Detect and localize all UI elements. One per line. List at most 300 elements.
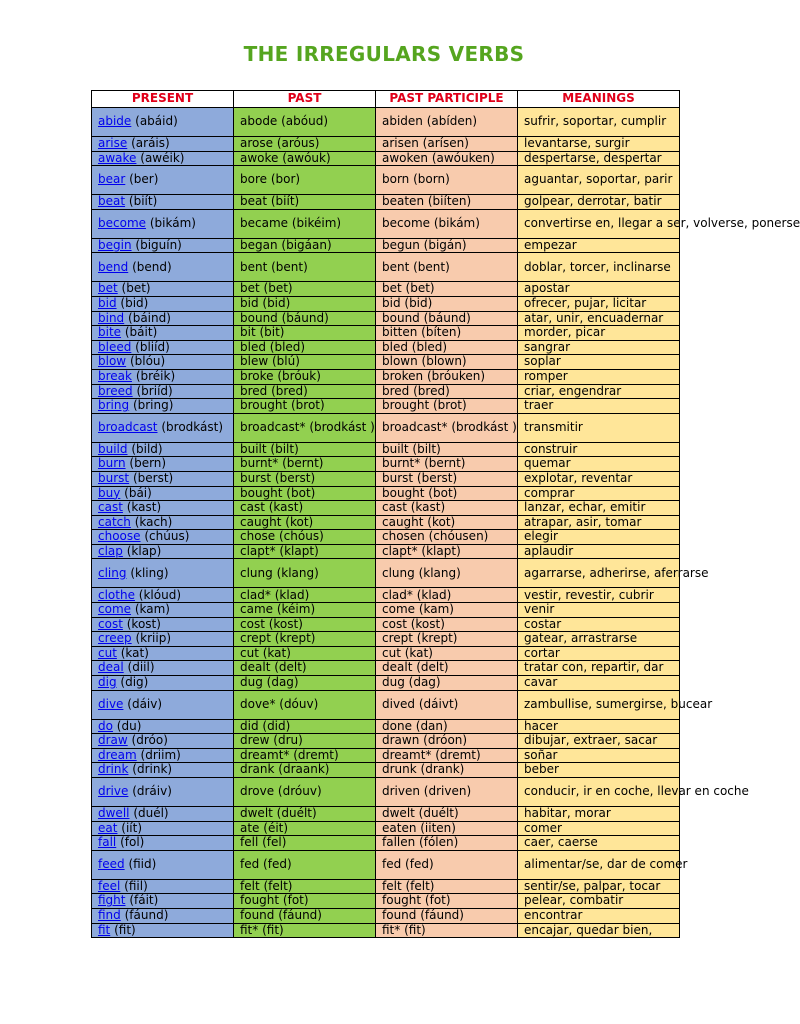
past-participle-cell: cut (kat) xyxy=(376,646,518,661)
meaning-cell: habitar, morar xyxy=(518,807,680,822)
pronunciation: (bikám) xyxy=(149,216,196,231)
past-cell: bore (bor) xyxy=(234,166,376,195)
pronunciation: (klóud) xyxy=(138,587,182,602)
past-participle-cell: eaten (iiten) xyxy=(376,821,518,836)
meaning-cell: encajar, quedar bien, xyxy=(518,923,680,938)
table-row xyxy=(92,588,680,603)
meaning-cell: gatear, arrastrarse xyxy=(518,632,680,647)
past-cell: abode (abóud) xyxy=(234,108,376,137)
pronunciation: (berst) xyxy=(132,470,174,485)
past-participle-cell: caught (kot) xyxy=(376,515,518,530)
past-cell: broke (bróuk) xyxy=(234,369,376,384)
past-participle-cell: broadcast* (brodkást ) xyxy=(376,413,518,442)
verb-link[interactable]: feel xyxy=(98,878,121,893)
meaning-cell: sufrir, soportar, cumplir xyxy=(518,108,680,137)
meaning-cell: criar, engendrar xyxy=(518,384,680,399)
table-row xyxy=(92,384,680,399)
table-row xyxy=(92,296,680,311)
past-cell: clapt* (klapt) xyxy=(234,544,376,559)
past-cell: drove (dróuv) xyxy=(234,778,376,807)
meaning-cell: caer, caerse xyxy=(518,836,680,851)
pronunciation: (kat) xyxy=(120,645,149,660)
present-cell xyxy=(92,515,234,530)
table-row xyxy=(92,690,680,719)
verb-link[interactable]: dream xyxy=(98,747,137,762)
past-participle-cell: arisen (arísen) xyxy=(376,137,518,152)
pronunciation: (iít) xyxy=(121,820,143,835)
pronunciation: (duél) xyxy=(133,806,169,821)
pronunciation: (bái) xyxy=(124,485,152,500)
meaning-cell: quemar xyxy=(518,457,680,472)
past-participle-cell: awoken (awóuken) xyxy=(376,151,518,166)
meaning-cell: comer xyxy=(518,821,680,836)
pronunciation: (brodkást) xyxy=(161,419,224,434)
past-participle-cell: bred (bred) xyxy=(376,384,518,399)
verb-link[interactable]: beat xyxy=(98,194,126,209)
pronunciation: (diil) xyxy=(127,660,155,675)
pronunciation: (du) xyxy=(116,718,142,733)
table-row xyxy=(92,195,680,210)
past-cell: caught (kot) xyxy=(234,515,376,530)
present-cell xyxy=(92,544,234,559)
verb-link[interactable]: abide xyxy=(98,114,132,129)
verbs-table xyxy=(91,90,800,938)
meaning-cell: explotar, reventar xyxy=(518,471,680,486)
past-participle-cell: dwelt (duélt) xyxy=(376,807,518,822)
verb-link[interactable]: come xyxy=(98,602,132,617)
pronunciation: (bild) xyxy=(131,441,163,456)
table-row xyxy=(92,399,680,414)
present-cell xyxy=(92,486,234,501)
present-cell xyxy=(92,632,234,647)
table-row xyxy=(92,734,680,749)
meaning-cell: transmitir xyxy=(518,413,680,442)
meaning-cell: atrapar, asir, tomar xyxy=(518,515,680,530)
past-cell: awoke (awóuk) xyxy=(234,151,376,166)
present-cell xyxy=(92,559,234,588)
meaning-cell: aguantar, soportar, parir xyxy=(518,166,680,195)
present-cell xyxy=(92,879,234,894)
past-participle-cell: come (kam) xyxy=(376,603,518,618)
verb-link[interactable]: break xyxy=(98,368,132,383)
meaning-cell: alimentar/se, dar de comer xyxy=(518,850,680,879)
pronunciation: (aráis) xyxy=(131,136,170,151)
present-cell xyxy=(92,253,234,282)
verb-link[interactable]: blow xyxy=(98,354,127,369)
present-cell xyxy=(92,603,234,618)
past-participle-cell: burnt* (bernt) xyxy=(376,457,518,472)
present-cell xyxy=(92,195,234,210)
present-cell xyxy=(92,471,234,486)
pronunciation: (bet) xyxy=(121,281,151,296)
past-cell: bet (bet) xyxy=(234,282,376,297)
present-cell xyxy=(92,836,234,851)
past-participle-cell: burst (berst) xyxy=(376,471,518,486)
past-cell: felt (felt) xyxy=(234,879,376,894)
verb-link[interactable]: feed xyxy=(98,857,125,872)
meaning-cell: traer xyxy=(518,399,680,414)
past-participle-cell: brought (brot) xyxy=(376,399,518,414)
past-participle-cell: begun (bigán) xyxy=(376,238,518,253)
meaning-cell: construir xyxy=(518,442,680,457)
past-cell: fit* (fit) xyxy=(234,923,376,938)
past-cell: fed (fed) xyxy=(234,850,376,879)
verb-link[interactable]: bleed xyxy=(98,339,132,354)
verb-link[interactable]: fight xyxy=(98,893,126,908)
table-row xyxy=(92,486,680,501)
present-cell xyxy=(92,340,234,355)
pronunciation: (kast) xyxy=(126,500,162,515)
verb-link[interactable]: do xyxy=(98,718,113,733)
past-cell: broadcast* (brodkást ) xyxy=(234,413,376,442)
meaning-cell: levantarse, surgir xyxy=(518,137,680,152)
past-cell: drank (draank) xyxy=(234,763,376,778)
verb-link[interactable]: begin xyxy=(98,237,132,252)
present-cell xyxy=(92,369,234,384)
table-row xyxy=(92,807,680,822)
table-row xyxy=(92,151,680,166)
header-present: PRESENT xyxy=(92,91,234,108)
verb-link[interactable]: bite xyxy=(98,325,122,340)
past-cell: dreamt* (dremt) xyxy=(234,748,376,763)
pronunciation: (fiid) xyxy=(128,857,157,872)
meaning-cell: convertirse en, llegar a ser, volverse, ponerse xyxy=(518,209,680,238)
table-row xyxy=(92,763,680,778)
pronunciation: (bid) xyxy=(120,296,149,311)
table-row xyxy=(92,923,680,938)
pronunciation: (blóu) xyxy=(129,354,166,369)
past-participle-cell: fed (fed) xyxy=(376,850,518,879)
table-row xyxy=(92,238,680,253)
present-cell xyxy=(92,108,234,137)
pronunciation: (dróo) xyxy=(131,733,168,748)
verb-link[interactable]: bet xyxy=(98,281,118,296)
table-row xyxy=(92,166,680,195)
verb-link[interactable]: choose xyxy=(98,529,141,544)
pronunciation: (bring) xyxy=(132,398,174,413)
verbs-table-body xyxy=(92,108,800,938)
present-cell xyxy=(92,151,234,166)
past-cell: dealt (delt) xyxy=(234,661,376,676)
header-past-participle: PAST PARTICIPLE xyxy=(376,91,518,108)
present-cell xyxy=(92,719,234,734)
present-cell xyxy=(92,355,234,370)
verb-link[interactable]: broadcast xyxy=(98,419,158,434)
pronunciation: (fol) xyxy=(120,835,145,850)
meaning-cell: beber xyxy=(518,763,680,778)
past-participle-cell: beaten (biíten) xyxy=(376,195,518,210)
past-cell: dug (dag) xyxy=(234,676,376,691)
verb-link[interactable]: drink xyxy=(98,762,129,777)
table-row xyxy=(92,646,680,661)
past-cell: blew (blú) xyxy=(234,355,376,370)
meaning-cell: cortar xyxy=(518,646,680,661)
meaning-cell: empezar xyxy=(518,238,680,253)
table-row xyxy=(92,879,680,894)
past-cell: came (kéim) xyxy=(234,603,376,618)
past-cell: dwelt (duélt) xyxy=(234,807,376,822)
table-row xyxy=(92,544,680,559)
past-cell: bit (bit) xyxy=(234,326,376,341)
past-cell: clad* (klad) xyxy=(234,588,376,603)
meaning-cell: apostar xyxy=(518,282,680,297)
past-participle-cell: born (born) xyxy=(376,166,518,195)
meaning-cell: doblar, torcer, inclinarse xyxy=(518,253,680,282)
present-cell xyxy=(92,413,234,442)
meaning-cell: sentir/se, palpar, tocar xyxy=(518,879,680,894)
past-cell: cut (kat) xyxy=(234,646,376,661)
table-row xyxy=(92,501,680,516)
present-cell xyxy=(92,282,234,297)
past-cell: dove* (dóuv) xyxy=(234,690,376,719)
table-row xyxy=(92,457,680,472)
past-cell: bought (bot) xyxy=(234,486,376,501)
pronunciation: (bend) xyxy=(132,259,172,274)
past-participle-cell: bought (bot) xyxy=(376,486,518,501)
pronunciation: (kriip) xyxy=(135,631,172,646)
meaning-cell: despertarse, despertar xyxy=(518,151,680,166)
pronunciation: (dráiv) xyxy=(132,784,172,799)
past-participle-cell: fought (fot) xyxy=(376,894,518,909)
table-row xyxy=(92,282,680,297)
table-row xyxy=(92,850,680,879)
header-row xyxy=(92,91,680,108)
past-participle-cell: bitten (bíten) xyxy=(376,326,518,341)
present-cell xyxy=(92,238,234,253)
verb-link[interactable]: draw xyxy=(98,733,128,748)
past-participle-cell: done (dan) xyxy=(376,719,518,734)
verb-link[interactable]: eat xyxy=(98,820,118,835)
verb-link[interactable]: clothe xyxy=(98,587,135,602)
table-row xyxy=(92,369,680,384)
table-row xyxy=(92,821,680,836)
verb-link[interactable]: deal xyxy=(98,660,124,675)
past-participle-cell: felt (felt) xyxy=(376,879,518,894)
past-cell: drew (dru) xyxy=(234,734,376,749)
past-cell: fought (fot) xyxy=(234,894,376,909)
meaning-cell: comprar xyxy=(518,486,680,501)
verb-link[interactable]: build xyxy=(98,441,128,456)
table-row xyxy=(92,632,680,647)
verb-link[interactable]: become xyxy=(98,216,147,231)
verb-link[interactable]: dwell xyxy=(98,806,130,821)
verb-link[interactable]: burst xyxy=(98,470,130,485)
verb-link[interactable]: clap xyxy=(98,543,123,558)
verb-link[interactable]: drive xyxy=(98,784,129,799)
meaning-cell: golpear, derrotar, batir xyxy=(518,195,680,210)
verb-link[interactable]: find xyxy=(98,908,121,923)
table-row xyxy=(92,748,680,763)
past-participle-cell: bled (bled) xyxy=(376,340,518,355)
past-participle-cell: driven (driven) xyxy=(376,778,518,807)
present-cell xyxy=(92,894,234,909)
past-cell: burst (berst) xyxy=(234,471,376,486)
meaning-cell: ofrecer, pujar, licitar xyxy=(518,296,680,311)
past-participle-cell: drawn (dróon) xyxy=(376,734,518,749)
meaning-cell: conducir, ir en coche, llevar en coche xyxy=(518,778,680,807)
past-cell: became (bikéim) xyxy=(234,209,376,238)
past-participle-cell: bet (bet) xyxy=(376,282,518,297)
past-cell: cast (kast) xyxy=(234,501,376,516)
present-cell xyxy=(92,457,234,472)
present-cell xyxy=(92,501,234,516)
verb-link[interactable]: creep xyxy=(98,631,132,646)
verb-link[interactable]: cast xyxy=(98,500,123,515)
verb-link[interactable]: bid xyxy=(98,296,117,311)
table-row xyxy=(92,442,680,457)
present-cell xyxy=(92,166,234,195)
table-row xyxy=(92,413,680,442)
pronunciation: (kost) xyxy=(126,616,161,631)
past-participle-cell: clad* (klad) xyxy=(376,588,518,603)
table-row xyxy=(92,676,680,691)
present-cell xyxy=(92,646,234,661)
verb-link[interactable]: catch xyxy=(98,514,131,529)
present-cell xyxy=(92,530,234,545)
past-participle-cell: blown (blown) xyxy=(376,355,518,370)
past-cell: clung (klang) xyxy=(234,559,376,588)
table-row xyxy=(92,137,680,152)
verb-link[interactable]: cost xyxy=(98,616,123,631)
verb-link[interactable]: bind xyxy=(98,310,125,325)
pronunciation: (biít) xyxy=(128,194,158,209)
table-row xyxy=(92,340,680,355)
pronunciation: (bréik) xyxy=(135,368,176,383)
meaning-cell: cavar xyxy=(518,676,680,691)
verb-link[interactable]: breed xyxy=(98,383,133,398)
table-row xyxy=(92,326,680,341)
pronunciation: (abáid) xyxy=(135,114,178,129)
past-cell: bred (bred) xyxy=(234,384,376,399)
past-cell: built (bilt) xyxy=(234,442,376,457)
meaning-cell: costar xyxy=(518,617,680,632)
past-participle-cell: dug (dag) xyxy=(376,676,518,691)
meaning-cell: hacer xyxy=(518,719,680,734)
header-meanings: MEANINGS xyxy=(518,91,680,108)
present-cell xyxy=(92,326,234,341)
verb-link[interactable]: bend xyxy=(98,259,129,274)
past-participle-cell: bound (báund) xyxy=(376,311,518,326)
pronunciation: (báind) xyxy=(128,310,171,325)
verb-link[interactable]: bring xyxy=(98,398,130,413)
pronunciation: (briíd) xyxy=(136,383,173,398)
verb-link[interactable]: fall xyxy=(98,835,117,850)
meaning-cell: lanzar, echar, emitir xyxy=(518,501,680,516)
past-participle-cell: dealt (delt) xyxy=(376,661,518,676)
verb-link[interactable]: bear xyxy=(98,172,126,187)
meaning-cell: soñar xyxy=(518,748,680,763)
pronunciation: (chúus) xyxy=(144,529,190,544)
verb-link[interactable]: arise xyxy=(98,136,128,151)
pronunciation: (kach) xyxy=(134,514,173,529)
past-participle-cell: drunk (drank) xyxy=(376,763,518,778)
past-participle-cell: bent (bent) xyxy=(376,253,518,282)
present-cell xyxy=(92,311,234,326)
present-cell xyxy=(92,923,234,938)
table-row xyxy=(92,253,680,282)
pronunciation: (awéik) xyxy=(140,150,185,165)
table-row xyxy=(92,894,680,909)
table-row xyxy=(92,603,680,618)
present-cell xyxy=(92,661,234,676)
past-cell: beat (biít) xyxy=(234,195,376,210)
verb-link[interactable]: buy xyxy=(98,485,121,500)
meaning-cell: soplar xyxy=(518,355,680,370)
meaning-cell: elegir xyxy=(518,530,680,545)
present-cell xyxy=(92,399,234,414)
past-participle-cell: built (bilt) xyxy=(376,442,518,457)
meaning-cell: atar, unir, encuadernar xyxy=(518,311,680,326)
verb-link[interactable]: dive xyxy=(98,696,124,711)
past-cell: ate (éit) xyxy=(234,821,376,836)
present-cell xyxy=(92,748,234,763)
present-cell xyxy=(92,588,234,603)
present-cell xyxy=(92,690,234,719)
table-row xyxy=(92,719,680,734)
past-participle-cell: clung (klang) xyxy=(376,559,518,588)
past-cell: found (fáund) xyxy=(234,908,376,923)
table-row xyxy=(92,471,680,486)
past-cell: cost (kost) xyxy=(234,617,376,632)
present-cell xyxy=(92,850,234,879)
present-cell xyxy=(92,442,234,457)
table-row xyxy=(92,559,680,588)
past-participle-cell: found (fáund) xyxy=(376,908,518,923)
table-row xyxy=(92,661,680,676)
pronunciation: (dig) xyxy=(120,675,149,690)
pronunciation: (ber) xyxy=(129,172,159,187)
present-cell xyxy=(92,908,234,923)
past-cell: arose (aróus) xyxy=(234,137,376,152)
past-participle-cell: become (bikám) xyxy=(376,209,518,238)
verb-link[interactable]: fit xyxy=(98,922,111,937)
past-participle-cell: crept (krept) xyxy=(376,632,518,647)
table-row xyxy=(92,311,680,326)
pronunciation: (biguín) xyxy=(135,237,182,252)
past-cell: fell (fel) xyxy=(234,836,376,851)
verb-link[interactable]: cling xyxy=(98,565,127,580)
pronunciation: (kling) xyxy=(130,565,169,580)
past-participle-cell: fit* (fit) xyxy=(376,923,518,938)
table-row xyxy=(92,108,680,137)
verb-link[interactable]: cut xyxy=(98,645,117,660)
pronunciation: (drink) xyxy=(132,762,173,777)
meaning-cell: venir xyxy=(518,603,680,618)
past-participle-cell: bid (bid) xyxy=(376,296,518,311)
past-participle-cell: dived (dáivt) xyxy=(376,690,518,719)
past-participle-cell: clapt* (klapt) xyxy=(376,544,518,559)
verb-link[interactable]: awake xyxy=(98,150,137,165)
pronunciation: (fiil) xyxy=(124,878,148,893)
meaning-cell: vestir, revestir, cubrir xyxy=(518,588,680,603)
present-cell xyxy=(92,778,234,807)
table-row xyxy=(92,530,680,545)
pronunciation: (fáund) xyxy=(124,908,169,923)
verb-link[interactable]: burn xyxy=(98,456,126,471)
header-past: PAST xyxy=(234,91,376,108)
table-row xyxy=(92,778,680,807)
verb-link[interactable]: dig xyxy=(98,675,117,690)
table-row xyxy=(92,355,680,370)
past-cell: burnt* (bernt) xyxy=(234,457,376,472)
pronunciation: (báit) xyxy=(124,325,158,340)
page-title: THE IRREGULARS VERBS xyxy=(243,42,525,66)
past-participle-cell: abiden (abíden) xyxy=(376,108,518,137)
past-participle-cell: cast (kast) xyxy=(376,501,518,516)
past-cell: bent (bent) xyxy=(234,253,376,282)
past-participle-cell: fallen (fólen) xyxy=(376,836,518,851)
meaning-cell: aplaudir xyxy=(518,544,680,559)
